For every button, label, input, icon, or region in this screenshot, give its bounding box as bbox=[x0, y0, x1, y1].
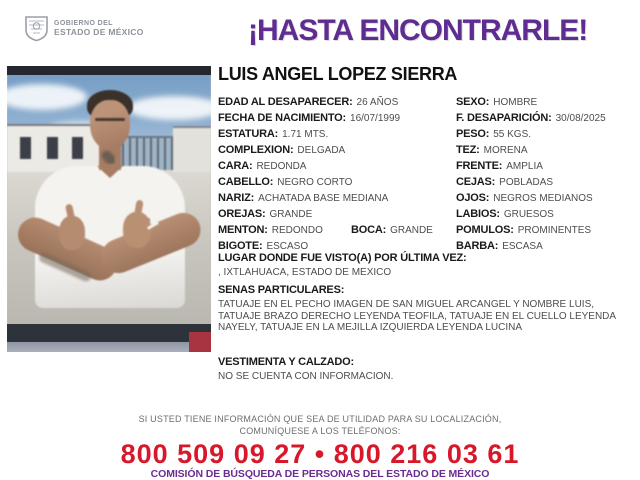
footer-info-line-2: COMUNÍQUESE A LOS TELÉFONOS: bbox=[239, 425, 401, 436]
field-label: PESO: bbox=[456, 128, 490, 140]
detail-row bbox=[218, 236, 632, 252]
poster-title: ¡HASTA ENCONTRARLE! bbox=[248, 14, 588, 47]
field-label: NARIZ: bbox=[218, 192, 255, 204]
detail-row bbox=[218, 156, 632, 172]
particular-signs-label: SENAS PARTICULARES: bbox=[218, 284, 345, 296]
field-value: NEGROS MEDIANOS bbox=[493, 193, 593, 204]
field-value: ESCASA bbox=[502, 241, 543, 252]
detail-row bbox=[218, 204, 632, 220]
field-value: ESCASO bbox=[266, 241, 309, 252]
field-value: PROMINENTES bbox=[517, 225, 592, 236]
field-label: LABIOS: bbox=[456, 208, 500, 220]
particular-signs-section bbox=[218, 284, 632, 334]
field-label: OJOS: bbox=[456, 192, 490, 204]
detail-row bbox=[218, 188, 632, 204]
state-coat-of-arms-icon bbox=[24, 15, 49, 42]
field-value: 26 AÑOS bbox=[356, 97, 399, 108]
clothing-section bbox=[218, 356, 632, 383]
last-seen-value: , IXTLAHUACA, ESTADO DE MEXICO bbox=[218, 267, 392, 278]
field-label: CABELLO: bbox=[218, 176, 274, 188]
detail-row bbox=[218, 172, 632, 188]
field-label: BARBA: bbox=[456, 240, 499, 252]
person-name: LUIS ANGEL LOPEZ SIERRA bbox=[218, 64, 458, 84]
field-value: 30/08/2025 bbox=[555, 113, 606, 124]
field-value: GRANDE bbox=[390, 225, 433, 236]
detail-row bbox=[218, 108, 632, 124]
detail-row bbox=[218, 124, 632, 140]
field-value: POBLADAS bbox=[499, 177, 554, 188]
field-value: REDONDA bbox=[256, 161, 307, 172]
field-label: SEXO: bbox=[456, 96, 490, 108]
field-label: ESTATURA: bbox=[218, 128, 279, 140]
field-value: ACHATADA BASE MEDIANA bbox=[258, 193, 389, 204]
search-commission-name: COMISIÓN DE BÚSQUEDA DE PERSONAS DEL ESTADO DE MÉXICO bbox=[150, 468, 490, 480]
field-value: REDONDO bbox=[271, 225, 323, 236]
footer-info-line-1: SI USTED TIENE INFORMACIÓN QUE SEA DE UTILIDAD PARA SU LOCALIZACIÓN, bbox=[138, 414, 502, 424]
field-label: POMULOS: bbox=[456, 224, 514, 236]
field-label: OREJAS: bbox=[218, 208, 266, 220]
field-value: 55 KGS. bbox=[493, 129, 532, 140]
photo-artwork bbox=[7, 66, 211, 352]
footer-info bbox=[0, 414, 640, 437]
field-value: NEGRO CORTO bbox=[277, 177, 353, 188]
field-label: BOCA: bbox=[351, 224, 387, 236]
field-label: CEJAS: bbox=[456, 176, 496, 188]
clothing-value: NO SE CUENTA CON INFORMACION. bbox=[218, 371, 394, 382]
field-value: 1.71 MTS. bbox=[282, 129, 329, 140]
detail-row bbox=[218, 220, 632, 236]
field-label: CARA: bbox=[218, 160, 253, 172]
particular-signs-value: TATUAJE EN EL PECHO IMAGEN DE SAN MIGUEL ARCANGEL Y NOMBRE LUIS, TATUAJE BRAZO DERECHO LEYENDA TEOFILA, TATUAJE EN EL CUELLO LEYENDA NAYELY, TATUAJE EN LA MEJILLA IZQUIERDA LEYENDA LUCINA bbox=[218, 299, 616, 333]
missing-person-photo bbox=[7, 66, 211, 352]
field-label: F. DESAPARICIÓN: bbox=[456, 112, 552, 124]
details-grid bbox=[218, 92, 632, 252]
field-label: FECHA DE NACIMIENTO: bbox=[218, 112, 347, 124]
detail-row bbox=[218, 140, 632, 156]
field-value: MORENA bbox=[483, 145, 528, 156]
government-logo bbox=[24, 15, 144, 42]
field-value: 16/07/1999 bbox=[350, 113, 401, 124]
last-seen-label: LUGAR DONDE FUE VISTO(A) POR ÚLTIMA VEZ: bbox=[218, 252, 467, 264]
field-value: GRUESOS bbox=[503, 209, 554, 220]
field-label: MENTON: bbox=[218, 224, 268, 236]
field-label: EDAD AL DESAPARECER: bbox=[218, 96, 353, 108]
field-label: BIGOTE: bbox=[218, 240, 263, 252]
field-label: TEZ: bbox=[456, 144, 480, 156]
field-value: AMPLIA bbox=[506, 161, 543, 172]
hotline-phone-numbers: 800 509 09 27 • 800 216 03 61 bbox=[120, 439, 520, 469]
clothing-label: VESTIMENTA Y CALZADO: bbox=[218, 356, 354, 368]
field-value: GRANDE bbox=[269, 209, 313, 220]
field-label: COMPLEXION: bbox=[218, 144, 294, 156]
last-seen-section bbox=[218, 252, 632, 279]
logo-line-1: GOBIERNO DEL bbox=[54, 20, 113, 28]
field-value: DELGADA bbox=[297, 145, 346, 156]
field-value: HOMBRE bbox=[493, 97, 538, 108]
field-label: FRENTE: bbox=[456, 160, 503, 172]
detail-row bbox=[218, 92, 632, 108]
logo-line-2: ESTADO DE MÉXICO bbox=[54, 26, 144, 37]
